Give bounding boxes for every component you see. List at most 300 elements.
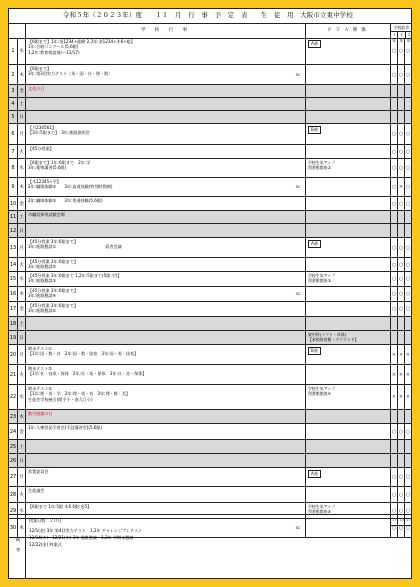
event-line: 2年:職場体験③ 3年:普通体験(5,6限) — [28, 198, 103, 203]
day-number: 23 — [9, 413, 17, 420]
pta-cell — [305, 224, 390, 237]
event-cell — [25, 424, 305, 439]
lunch-mark: ○ — [390, 487, 397, 502]
pta-cell — [305, 65, 390, 84]
event-cell — [25, 385, 305, 409]
pta-cell — [305, 258, 390, 271]
event-cell — [25, 111, 305, 123]
event-cell — [25, 331, 305, 344]
table-row — [9, 85, 411, 98]
lunch-mark: × — [390, 365, 397, 384]
pta-cell — [305, 287, 390, 301]
table-row — [9, 38, 411, 65]
table-row — [9, 124, 411, 145]
lunch-mark — [404, 440, 411, 453]
event-line: 【1年:国・数・音 2年:国・数・技家 3年:国・英・技家】 — [28, 351, 139, 357]
table-row — [9, 98, 411, 111]
pta-cell — [305, 178, 390, 196]
header-events: 学 校 行 事 — [25, 24, 306, 38]
table-row — [9, 238, 411, 258]
event-cell — [25, 38, 305, 64]
event-line: 【木12345+学】 — [28, 179, 61, 184]
weekday: 水 — [17, 385, 25, 409]
lunch-mark: × — [404, 365, 411, 384]
table-row — [9, 345, 411, 365]
lunch-mark — [390, 211, 397, 223]
pta-cell — [305, 468, 390, 486]
lunch-mark — [404, 331, 411, 344]
lunch-mark: ○ — [404, 238, 411, 257]
table-row — [9, 272, 411, 287]
weekday: 月 — [17, 124, 25, 144]
lunch-mark — [397, 440, 404, 453]
weekday: 土 — [17, 317, 25, 330]
lunch-mark — [404, 317, 411, 330]
event-cell — [25, 365, 305, 384]
lunch-mark — [390, 454, 397, 467]
day-number: 3 — [11, 88, 15, 94]
table-row — [9, 159, 411, 178]
notes-line: 12/14(木)〜12/21(木) 3年 進路懇談 1,2年 学期末懇談 — [29, 535, 134, 540]
pta-line: 学校生気アップ — [308, 273, 335, 278]
weekday: 土 — [17, 211, 25, 223]
event-cell — [25, 98, 305, 110]
lunch-mark: ○ — [404, 424, 411, 439]
day-number: 15 — [9, 276, 17, 282]
lunch-mark: ○ — [390, 238, 397, 257]
event-line: 【45分授業 3年:6限まで】 — [28, 303, 78, 308]
event-line: 【6限まで】1年:金1234+総樹 2,3年:金1234+木6+総】 — [28, 39, 135, 44]
weekday: 水 — [17, 38, 25, 64]
weekday: 土 — [17, 440, 25, 453]
event-cell — [25, 468, 305, 486]
header-school-lunch — [390, 24, 412, 43]
lunch-totals — [390, 515, 412, 526]
lunch-mark: ○ — [390, 424, 397, 439]
day-number: 18 — [9, 320, 17, 327]
lunch-mark: ○ — [390, 468, 397, 486]
lunch-mark: ○ — [390, 159, 397, 177]
day-number: 28 — [9, 491, 17, 498]
day-number: 4 — [11, 101, 15, 107]
pta-cell — [305, 440, 390, 453]
pta-cell — [305, 487, 390, 502]
table-row — [9, 454, 411, 468]
event-cell — [25, 258, 305, 271]
event-line: 【1年:理・英・学 2年:理・英・音 3年:理・数・美】 — [28, 391, 131, 397]
pta-cell — [305, 410, 390, 423]
table-row — [9, 197, 411, 211]
notes-body — [25, 515, 390, 579]
weekday: 日 — [17, 111, 25, 123]
lunch-mark — [397, 317, 404, 330]
day-number: 5 — [11, 114, 15, 120]
event-line: 1年:人権啓発学習会[手話講習会](5,6限) — [28, 425, 103, 430]
weekday: 日 — [17, 224, 25, 237]
lunch-mark — [397, 224, 404, 237]
lunch-mark: ○ — [390, 145, 397, 158]
day-number: 25 — [9, 443, 17, 450]
pta-line: 図書館開放② — [308, 165, 331, 170]
pta-cell — [305, 302, 390, 316]
event-cell — [25, 238, 305, 257]
event-cell — [25, 487, 305, 502]
table-row — [9, 287, 411, 302]
pta-line: 図書館開放⑤ — [308, 509, 331, 514]
lunch-mark: ○ — [397, 197, 404, 210]
lunch-mark: ○ — [397, 38, 404, 64]
pta-line: 図書館開放④ — [308, 391, 331, 396]
day-number: 24 — [9, 428, 17, 435]
weekday: 火 — [17, 258, 25, 271]
event-line: 【45分授業 3年:6限まで】 — [28, 259, 78, 264]
pta-cell — [305, 424, 390, 439]
pta-cell — [305, 98, 390, 110]
lunch-mark — [397, 85, 404, 97]
lunch-mark: ○ — [390, 287, 397, 301]
event-line: 生徒議会 — [28, 488, 45, 493]
lunch-total-grade-2: 15 — [399, 517, 404, 522]
day-number: 12 — [9, 227, 17, 234]
event-cell — [25, 345, 305, 364]
lunch-mark — [390, 111, 397, 123]
week-tag: A週 — [308, 240, 321, 248]
weekday: 水 — [17, 503, 25, 518]
lunch-mark — [397, 98, 404, 110]
pta-line: 学校生気アップ — [308, 160, 335, 165]
day-number: 8 — [11, 165, 15, 171]
table-row — [9, 178, 411, 197]
weekday: 月 — [17, 345, 25, 364]
pta-cell — [305, 124, 390, 144]
table-row — [9, 111, 411, 124]
schedule-sheet — [8, 8, 412, 579]
lunch-total-grade-1: 17 — [392, 517, 397, 522]
lunch-mark: × — [397, 178, 404, 196]
event-cell — [25, 211, 305, 223]
lunch-mark: ○ — [404, 503, 411, 518]
lunch-mark — [390, 224, 397, 237]
weekday: 木 — [17, 287, 25, 301]
lunch-mark: ○ — [397, 258, 404, 271]
notes-label: 備考 — [15, 536, 20, 558]
pta-cell — [305, 317, 390, 330]
event-cell — [25, 302, 305, 316]
day-number: 19 — [9, 334, 17, 341]
table-row — [9, 211, 411, 224]
pta-cell — [305, 385, 390, 409]
weekday: 金 — [17, 424, 25, 439]
table-row — [9, 365, 411, 385]
lunch-mark: ○ — [397, 424, 404, 439]
event-cell — [25, 197, 305, 210]
lunch-mark: ○ — [390, 302, 397, 316]
event-cell — [25, 287, 305, 301]
lunch-mark — [397, 331, 404, 344]
lunch-mark: ○ — [404, 145, 411, 158]
lunch-mark: ○ — [397, 159, 404, 177]
weekday: 金 — [17, 197, 25, 210]
event-line: 常置委員会 — [28, 469, 49, 474]
day-number: 9 — [11, 184, 15, 190]
pta-cell — [305, 272, 390, 286]
pta-cell — [305, 145, 390, 158]
event-line: 市職員採用試験会場 — [28, 212, 65, 217]
lunch-mark — [404, 211, 411, 223]
lunch-mark — [404, 410, 411, 423]
event-line: 1,2年:教育相談週(〜11/17) — [28, 49, 80, 55]
weekday: 木 — [17, 519, 25, 537]
pta-line: 学校生気アップ — [308, 504, 335, 509]
event-line: 【45分授業 3年:6限まで 1,2年:5限まで(5限:学)】 — [28, 273, 122, 278]
table-row — [9, 468, 411, 487]
sc-marker: SC — [295, 292, 301, 296]
lunch-mark: ○ — [404, 38, 411, 64]
lunch-mark: ○ — [390, 178, 397, 196]
pta-cell — [305, 197, 390, 210]
event-cell — [25, 454, 305, 467]
lunch-mark: ○ — [397, 145, 404, 158]
day-number: 27 — [9, 474, 17, 480]
lunch-mark — [390, 85, 397, 97]
table-row — [9, 410, 411, 424]
lunch-mark: × — [390, 345, 397, 364]
lunch-mark: ○ — [390, 65, 397, 84]
pta-cell — [305, 365, 390, 384]
event-line: 【月234561】 — [28, 125, 56, 130]
week-tag: B週 — [308, 347, 321, 355]
event-cell — [25, 440, 305, 453]
weekday: 月 — [17, 468, 25, 486]
event-cell — [25, 410, 305, 423]
lunch-mark — [390, 317, 397, 330]
lunch-mark: ○ — [404, 302, 411, 316]
pta-line: 【本校体育館・グラウンド】 — [308, 337, 359, 342]
day-number: 20 — [9, 351, 17, 358]
header-grade-2: ２年 — [397, 32, 404, 38]
day-number: 11 — [9, 214, 17, 220]
event-line: 【1年:社・技家・保体 2年:社・英・保体 3年:社・音・保体】 — [28, 371, 147, 377]
weekday: 金 — [17, 302, 25, 316]
page-title: 令和５年（２０２３年）度 １１ 月 行 事 予 定 表 生 徒 用 大阪市立東中学校 — [63, 11, 353, 19]
lunch-mark: ○ — [397, 487, 404, 502]
lunch-mark: × — [397, 385, 404, 409]
event-line: 3年:第3回実力テスト（英・国・社・理・数） — [28, 71, 113, 77]
day-number: 17 — [9, 306, 17, 312]
weekday: 金 — [17, 85, 25, 97]
lunch-mark: ○ — [390, 38, 397, 64]
lunch-mark: × — [397, 365, 404, 384]
day-number: 14 — [9, 261, 17, 268]
event-line: 期末テスト① — [28, 346, 52, 351]
lunch-mark: ○ — [397, 468, 404, 486]
weekday: 水 — [17, 159, 25, 177]
lunch-mark: × — [390, 385, 397, 409]
event-line: 【3年:5限まで】 3年:進路説明会 — [28, 130, 90, 136]
weekday: 火 — [17, 365, 25, 384]
lunch-mark: × — [397, 345, 404, 364]
event-cell — [25, 85, 305, 97]
lunch-mark — [404, 85, 411, 97]
event-line: 3年:進路懇談② — [28, 264, 57, 270]
notes-line: 12/22(金) 終業式 — [29, 542, 62, 547]
weekday: 水 — [17, 272, 25, 286]
lunch-mark: ○ — [404, 487, 411, 502]
pta-cell — [305, 85, 390, 97]
lunch-mark: ○ — [397, 302, 404, 316]
week-tag: A週 — [308, 40, 321, 48]
event-line: 【45分授業 3年:6限まで】 — [28, 288, 78, 293]
day-number: 21 — [9, 371, 17, 378]
table-row — [9, 258, 411, 272]
lunch-mark: × — [404, 385, 411, 409]
lunch-mark: ○ — [404, 178, 411, 196]
lunch-mark: ○ — [397, 124, 404, 144]
lunch-mark — [404, 454, 411, 467]
lunch-mark: ○ — [397, 65, 404, 84]
notes-section — [9, 514, 411, 579]
pta-cell — [305, 331, 390, 344]
lunch-mark: ○ — [390, 258, 397, 271]
schedule-rows — [9, 38, 411, 538]
event-cell — [25, 124, 305, 144]
lunch-mark: ○ — [390, 503, 397, 518]
weekday: 火 — [17, 487, 25, 502]
weekday: 火 — [17, 145, 25, 158]
table-row — [9, 302, 411, 317]
lunch-mark — [404, 224, 411, 237]
week-tag: B週 — [308, 126, 321, 134]
notes-line: 12/1(金) 3年 第4回実力テスト 1,2年 チャレンジプレテスト — [29, 528, 143, 533]
pta-cell — [305, 454, 390, 467]
event-line: 期末テスト③ — [28, 386, 52, 391]
lunch-mark — [390, 98, 397, 110]
lunch-mark — [404, 111, 411, 123]
event-line: 【45分授業 3年:6限まで】 — [28, 239, 78, 244]
day-number: 30 — [9, 525, 17, 531]
lunch-mark: ○ — [397, 503, 404, 518]
event-cell — [25, 145, 305, 158]
event-line: 3年:進路懇談③ — [28, 278, 57, 284]
event-line: 【6限まで】1年:6限まで 2年:学 — [28, 160, 91, 165]
event-line: 2年:職場体験② 3年:高道体験(特別時間割) — [28, 184, 113, 190]
pta-cell — [305, 345, 390, 364]
event-cell — [25, 224, 305, 237]
sc-marker: SC — [295, 526, 301, 530]
lunch-mark: × — [404, 345, 411, 364]
weekday: 土 — [17, 98, 25, 110]
lunch-mark — [390, 331, 397, 344]
pta-cell — [305, 111, 390, 123]
event-line: 1年:合唱コンクール(5,6限) — [28, 44, 79, 50]
event-line: 【6限まで 1年:5限 木6 6限:金5】 — [28, 504, 92, 509]
lunch-mark: ○ — [404, 197, 411, 210]
pta-line: 東中杯(ソフト・卓球) — [308, 332, 347, 337]
lunch-mark: ○ — [404, 272, 411, 286]
weekday: 木 — [17, 178, 25, 196]
event-line: 【45分授業】 — [28, 146, 54, 151]
pta-line: 学校生気アップ — [308, 386, 335, 391]
header-grade-1: １年 — [392, 32, 397, 43]
event-line: 生徒会学校統合(開手小・南大江小) — [28, 396, 93, 402]
lunch-mark — [390, 410, 397, 423]
day-number: 29 — [9, 507, 17, 514]
table-row — [9, 440, 411, 454]
notes-line: 授業日数：２０日 — [29, 518, 62, 523]
lunch-mark: ○ — [404, 124, 411, 144]
lunch-mark: ○ — [404, 65, 411, 84]
event-cell — [25, 178, 305, 196]
lunch-mark — [397, 211, 404, 223]
lunch-mark: ○ — [404, 159, 411, 177]
table-row — [9, 331, 411, 345]
event-line: 【6限まで】 — [28, 66, 52, 71]
weekday: 日 — [17, 454, 25, 467]
lunch-mark — [404, 98, 411, 110]
day-number: 2 — [11, 71, 15, 78]
day-number: 1 — [11, 48, 15, 54]
lunch-mark: ○ — [390, 124, 397, 144]
lunch-mark: ○ — [397, 287, 404, 301]
day-number: 26 — [9, 457, 17, 464]
event-cell — [25, 317, 305, 330]
table-row — [9, 65, 411, 85]
event-cell — [25, 159, 305, 177]
event-cell — [25, 65, 305, 84]
sc-marker: SC — [295, 185, 301, 189]
lunch-mark — [397, 111, 404, 123]
sc-marker: SC — [295, 72, 301, 77]
pta-cell — [305, 38, 390, 64]
day-number: 13 — [9, 244, 17, 251]
lunch-mark — [397, 454, 404, 467]
lunch-mark — [390, 440, 397, 453]
table-row — [9, 145, 411, 159]
weekday: 日 — [17, 331, 25, 344]
lunch-mark: ○ — [390, 272, 397, 286]
event-line: 3年:進路懇談④ — [28, 293, 57, 299]
table-row — [9, 385, 411, 410]
event-line: 3年:進路懇談① 弱者会議 — [28, 244, 122, 250]
event-line: 期末テスト② — [28, 366, 52, 371]
pta-line: 図書館開放③ — [308, 278, 331, 283]
lunch-mark: ○ — [404, 519, 411, 537]
header-pta: ＰＴＡ関係 — [305, 24, 391, 38]
weekday: 木 — [17, 410, 25, 423]
day-number: 7 — [11, 148, 15, 155]
table-row — [9, 424, 411, 440]
pta-cell — [305, 211, 390, 223]
header-grade-3: ３年 — [405, 32, 412, 38]
table-row — [9, 224, 411, 238]
pta-cell — [305, 238, 390, 257]
weekday: 月 — [17, 238, 25, 257]
header-school-lunch-label: 学校給食 — [391, 24, 412, 32]
event-line: 勤労感謝の日 — [28, 411, 53, 416]
lunch-mark: ○ — [397, 238, 404, 257]
table-row — [9, 317, 411, 331]
pta-cell — [305, 159, 390, 177]
lunch-total-grade-3: 17 — [406, 517, 411, 522]
week-tag: A週 — [308, 470, 321, 478]
day-number: 10 — [9, 200, 17, 207]
lunch-mark: ○ — [397, 272, 404, 286]
table-row — [9, 487, 411, 503]
lunch-mark: ○ — [397, 519, 404, 537]
day-number: 22 — [9, 394, 17, 400]
lunch-mark: ○ — [390, 519, 397, 537]
lunch-mark — [397, 410, 404, 423]
